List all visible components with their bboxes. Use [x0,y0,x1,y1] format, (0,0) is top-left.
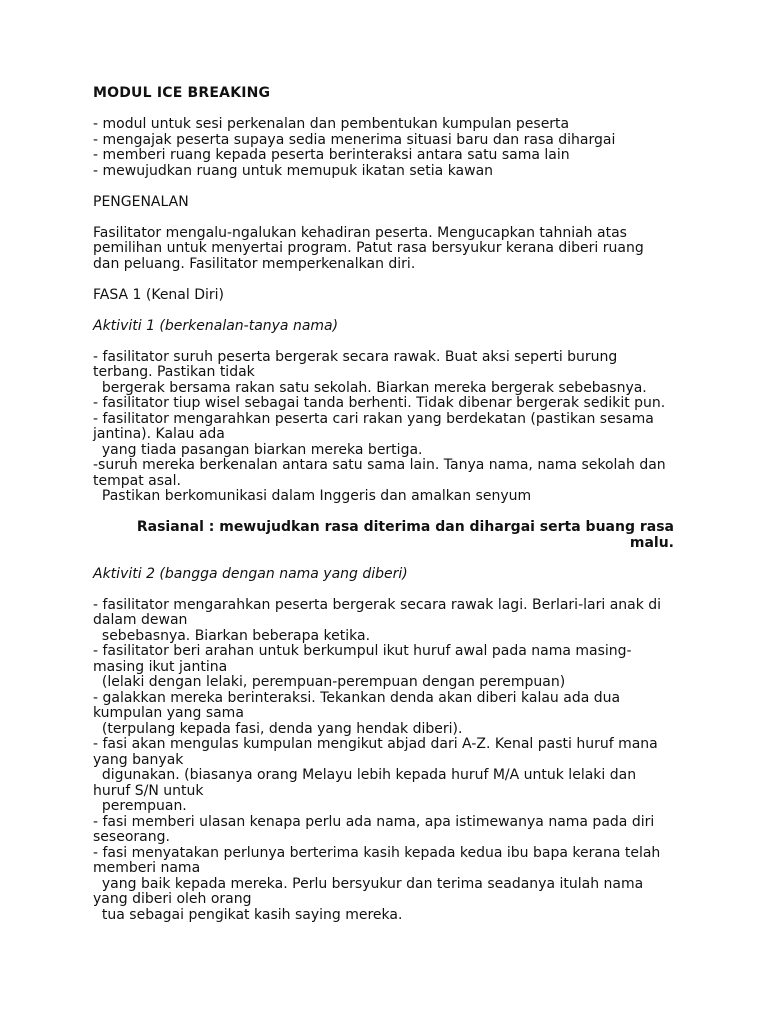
document-page [93,86,683,923]
activity-line: yang baik kepada mereka. Perlu bersyukur dan terima seadanya itulah nama [93,875,644,892]
activity-line: digunakan. (biasanya orang Melayu lebih kepada huruf M/A untuk lelaki dan [93,767,637,783]
activity-line: (lelaki dengan lelaki, perempuan-perempuan dengan perempuan) [93,674,566,690]
pengenalan-paragraph [93,226,683,273]
paragraph-line: dan peluang. Fasilitator memperkenalkan diri. [93,255,416,272]
activity-line: - fasi akan mengulas kumpulan mengikut abjad dari A-Z. Kenal pasti huruf mana [93,736,658,752]
activity-line: bergerak bersama rakan satu sekolah. Biarkan mereka bergerak sebebasnya. [93,379,647,396]
activity-line: - fasilitator mengarahkan peserta bergerak secara rawak lagi. Berlari-lari anak di [93,596,662,613]
spacer [93,334,683,350]
activity-line: - galakkan mereka berinteraksi. Tekankan denda akan diberi kalau ada dua [93,689,621,706]
activity-line: seseorang. [93,829,170,845]
spacer [93,303,683,319]
activity-2-body [93,598,683,924]
activity-1-body [93,350,683,505]
activity-line: yang diberi oleh orang [93,891,252,907]
activity-line: terbang. Pastikan tidak [93,364,255,380]
activity-heading-2: Aktiviti 2 (bangga dengan nama yang diberi) [93,565,408,582]
intro-list [93,117,683,179]
spacer [93,551,683,567]
activity-line: yang tiada pasangan biarkan mereka bertiga. [93,441,423,458]
activity-heading-1: Aktiviti 1 (berkenalan-tanya nama) [93,317,339,334]
paragraph-line: Fasilitator mengalu-ngalukan kehadiran peserta. Mengucapkan tahniah atas [93,224,627,241]
paragraph-line: pemilihan untuk menyertai program. Patut rasa bersyukur kerana diberi ruang [93,240,644,256]
intro-item: - modul untuk sesi perkenalan dan pembentukan kumpulan peserta [93,116,570,132]
document-title: MODUL ICE BREAKING [93,85,271,101]
activity-line: yang banyak [93,751,184,768]
activity-line: tua sebagai pengikat kasih saying mereka. [93,906,403,923]
activity-line: kumpulan yang sama [93,705,244,721]
activity-line: masing ikut jantina [93,658,228,675]
activity-line: Pastikan berkomunikasi dalam Inggeris dan amalkan senyum [93,488,532,504]
activity-line: - fasilitator mengarahkan peserta cari rakan yang berdekatan (pastikan sesama [93,410,654,427]
activity-line: (terpulang kepada fasi, denda yang hendak diberi). [93,720,463,737]
activity-line: tempat asal. [93,472,181,489]
spacer [93,102,683,118]
spacer [93,505,683,521]
activity-line: huruf S/N untuk [93,782,204,799]
activity-line: - fasi memberi ulasan kenapa perlu ada nama, apa istimewanya nama pada diri [93,813,655,830]
activity-line: dalam dewan [93,612,188,628]
activity-line: - fasi menyatakan perlunya berterima kasih kepada kedua ibu bapa kerana telah [93,844,661,861]
spacer [93,272,683,288]
activity-line: -suruh mereka berkenalan antara satu sama lain. Tanya nama, nama sekolah dan [93,457,666,473]
activity-line: - fasilitator tiup wisel sebagai tanda berhenti. Tidak dibenar bergerak sedikit pun. [93,395,666,411]
spacer [93,582,683,598]
intro-item: - memberi ruang kepada peserta berinteraksi antara satu sama lain [93,147,570,163]
activity-line: perempuan. [93,798,187,814]
section-heading-fasa1: FASA 1 (Kenal Diri) [93,286,225,303]
activity-line: - fasilitator beri arahan untuk berkumpul ikut huruf awal pada nama masing- [93,643,632,659]
activity-line: memberi nama [93,860,201,876]
spacer [93,210,683,226]
activity-line: jantina). Kalau ada [93,426,225,442]
spacer [93,179,683,195]
section-heading-pengenalan: PENGENALAN [93,193,189,210]
activity-line: sebebasnya. Biarkan beberapa ketika. [93,627,371,644]
intro-item: - mewujudkan ruang untuk memupuk ikatan setia kawan [93,162,494,179]
intro-item: - mengajak peserta supaya sedia menerima situasi baru dan rasa dihargai [93,131,616,148]
activity-line: - fasilitator suruh peserta bergerak secara rawak. Buat aksi seperti burung [93,348,618,365]
rationale-statement: Rasianal : mewujudkan rasa diterima dan dihargai serta buang rasa malu. [136,519,674,551]
